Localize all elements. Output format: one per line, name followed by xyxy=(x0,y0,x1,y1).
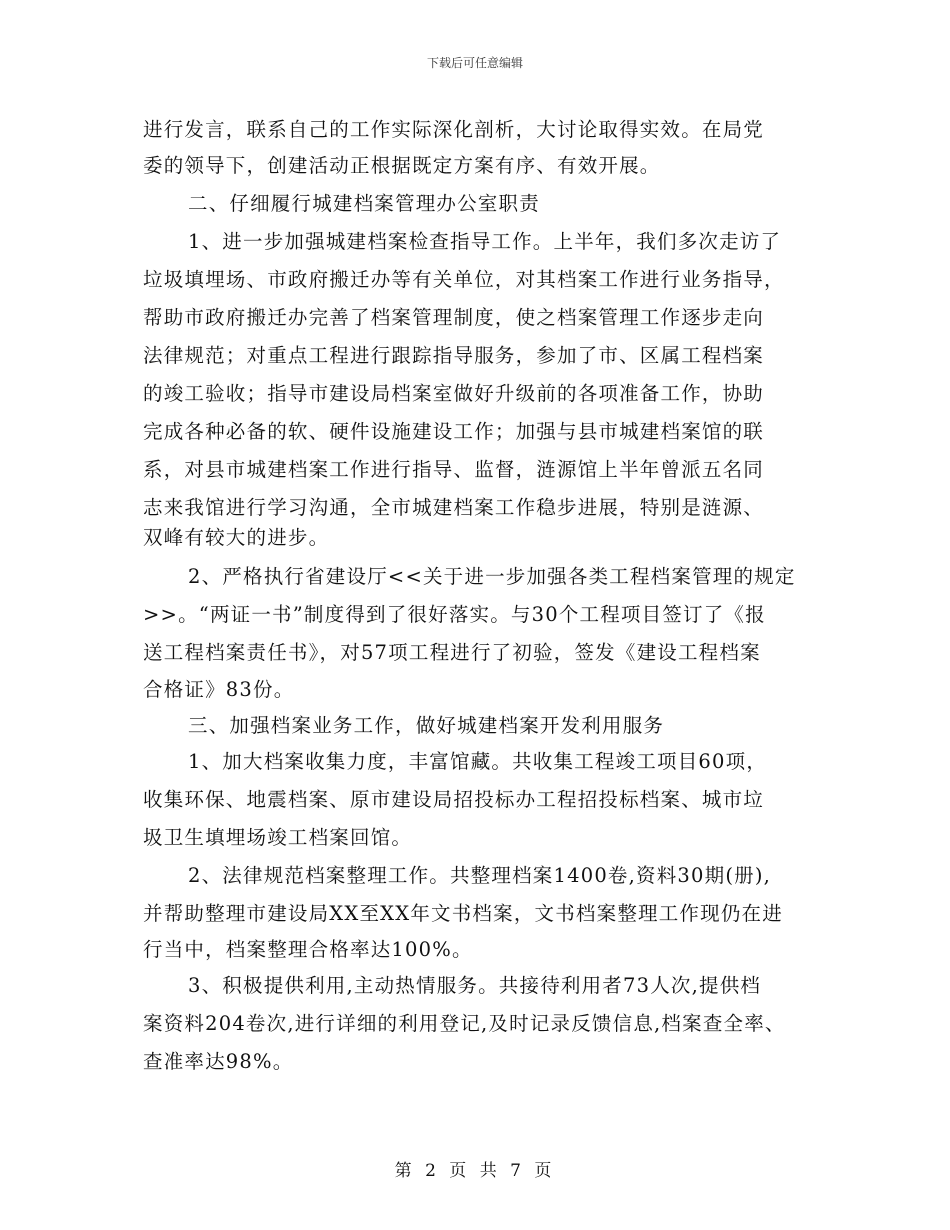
text-line: 双峰有较大的进步。 xyxy=(143,526,330,549)
text-line: 进行发言，联系自己的工作实际深化剖析，大讨论取得实效。在局党 xyxy=(143,118,765,141)
page-header: 下载后可任意编辑 xyxy=(426,56,523,70)
text-line: 3、积极提供利用,主动热情服务。共接待利用者73人次,提供档 xyxy=(188,974,762,997)
text-line: 2、严格执行省建设厅<<关于进一步加强各类工程档案管理的规定 xyxy=(188,565,796,588)
text-line: 送工程档案责任书》，对57项工程进行了初验，签发《建设工程档案 xyxy=(143,641,761,664)
text-line: 行当中，档案整理合格率达100%。 xyxy=(143,938,473,961)
text-line: 志来我馆进行学习沟通，全市城建档案工作稳步进展，特别是涟源、 xyxy=(143,496,765,519)
section-heading: 二、仔细履行城建档案管理办公室职责 xyxy=(188,192,540,215)
text-line: 法律规范；对重点工程进行跟踪指导服务，参加了市、区属工程档案 xyxy=(143,344,765,367)
text-line: 垃圾填埋场、市政府搬迁办等有关单位，对其档案工作进行业务指导， xyxy=(143,268,785,291)
text-line: 2、法律规范档案整理工作。共整理档案1400卷,资料30期(册), xyxy=(188,864,772,887)
text-line: 1、进一步加强城建档案检查指导工作。上半年，我们多次走访了 xyxy=(188,230,782,253)
text-line: 并帮助整理市建设局XX至XX年文书档案，文书档案整理工作现仍在进 xyxy=(143,902,783,925)
text-line: 案资料204卷次,进行详细的利用登记,及时记录反馈信息,档案查全率、 xyxy=(143,1012,786,1035)
text-line: >>。“两证一书”制度得到了很好落实。与30个工程项目签订了《报 xyxy=(143,603,766,626)
text-line: 完成各种必备的软、硬件设施建设工作；加强与县市城建档案馆的联 xyxy=(143,420,765,443)
text-line: 系，对县市城建档案工作进行指导、监督，涟源馆上半年曾派五名同 xyxy=(143,458,765,481)
text-line: 帮助市政府搬迁办完善了档案管理制度，使之档案管理工作逐步走向 xyxy=(143,306,765,329)
text-line: 圾卫生填埋场竣工档案回馆。 xyxy=(143,826,413,849)
text-line: 查准率达98%。 xyxy=(143,1050,294,1073)
text-line: 收集环保、地震档案、原市建设局招投标办工程招投标档案、城市垃 xyxy=(143,788,765,811)
text-line: 委的领导下，创建活动正根据既定方案有序、有效开展。 xyxy=(143,154,661,177)
text-line: 合格证》83份。 xyxy=(143,678,295,701)
text-line: 的竣工验收；指导市建设局档案室做好升级前的各项准备工作，协助 xyxy=(143,382,765,405)
section-heading: 三、加强档案业务工作，做好城建档案开发利用服务 xyxy=(188,714,665,737)
page-number: 第 2 页 共 7 页 xyxy=(394,1161,556,1181)
text-line: 1、加大档案收集力度，丰富馆藏。共收集工程竣工项目60项， xyxy=(188,750,768,773)
